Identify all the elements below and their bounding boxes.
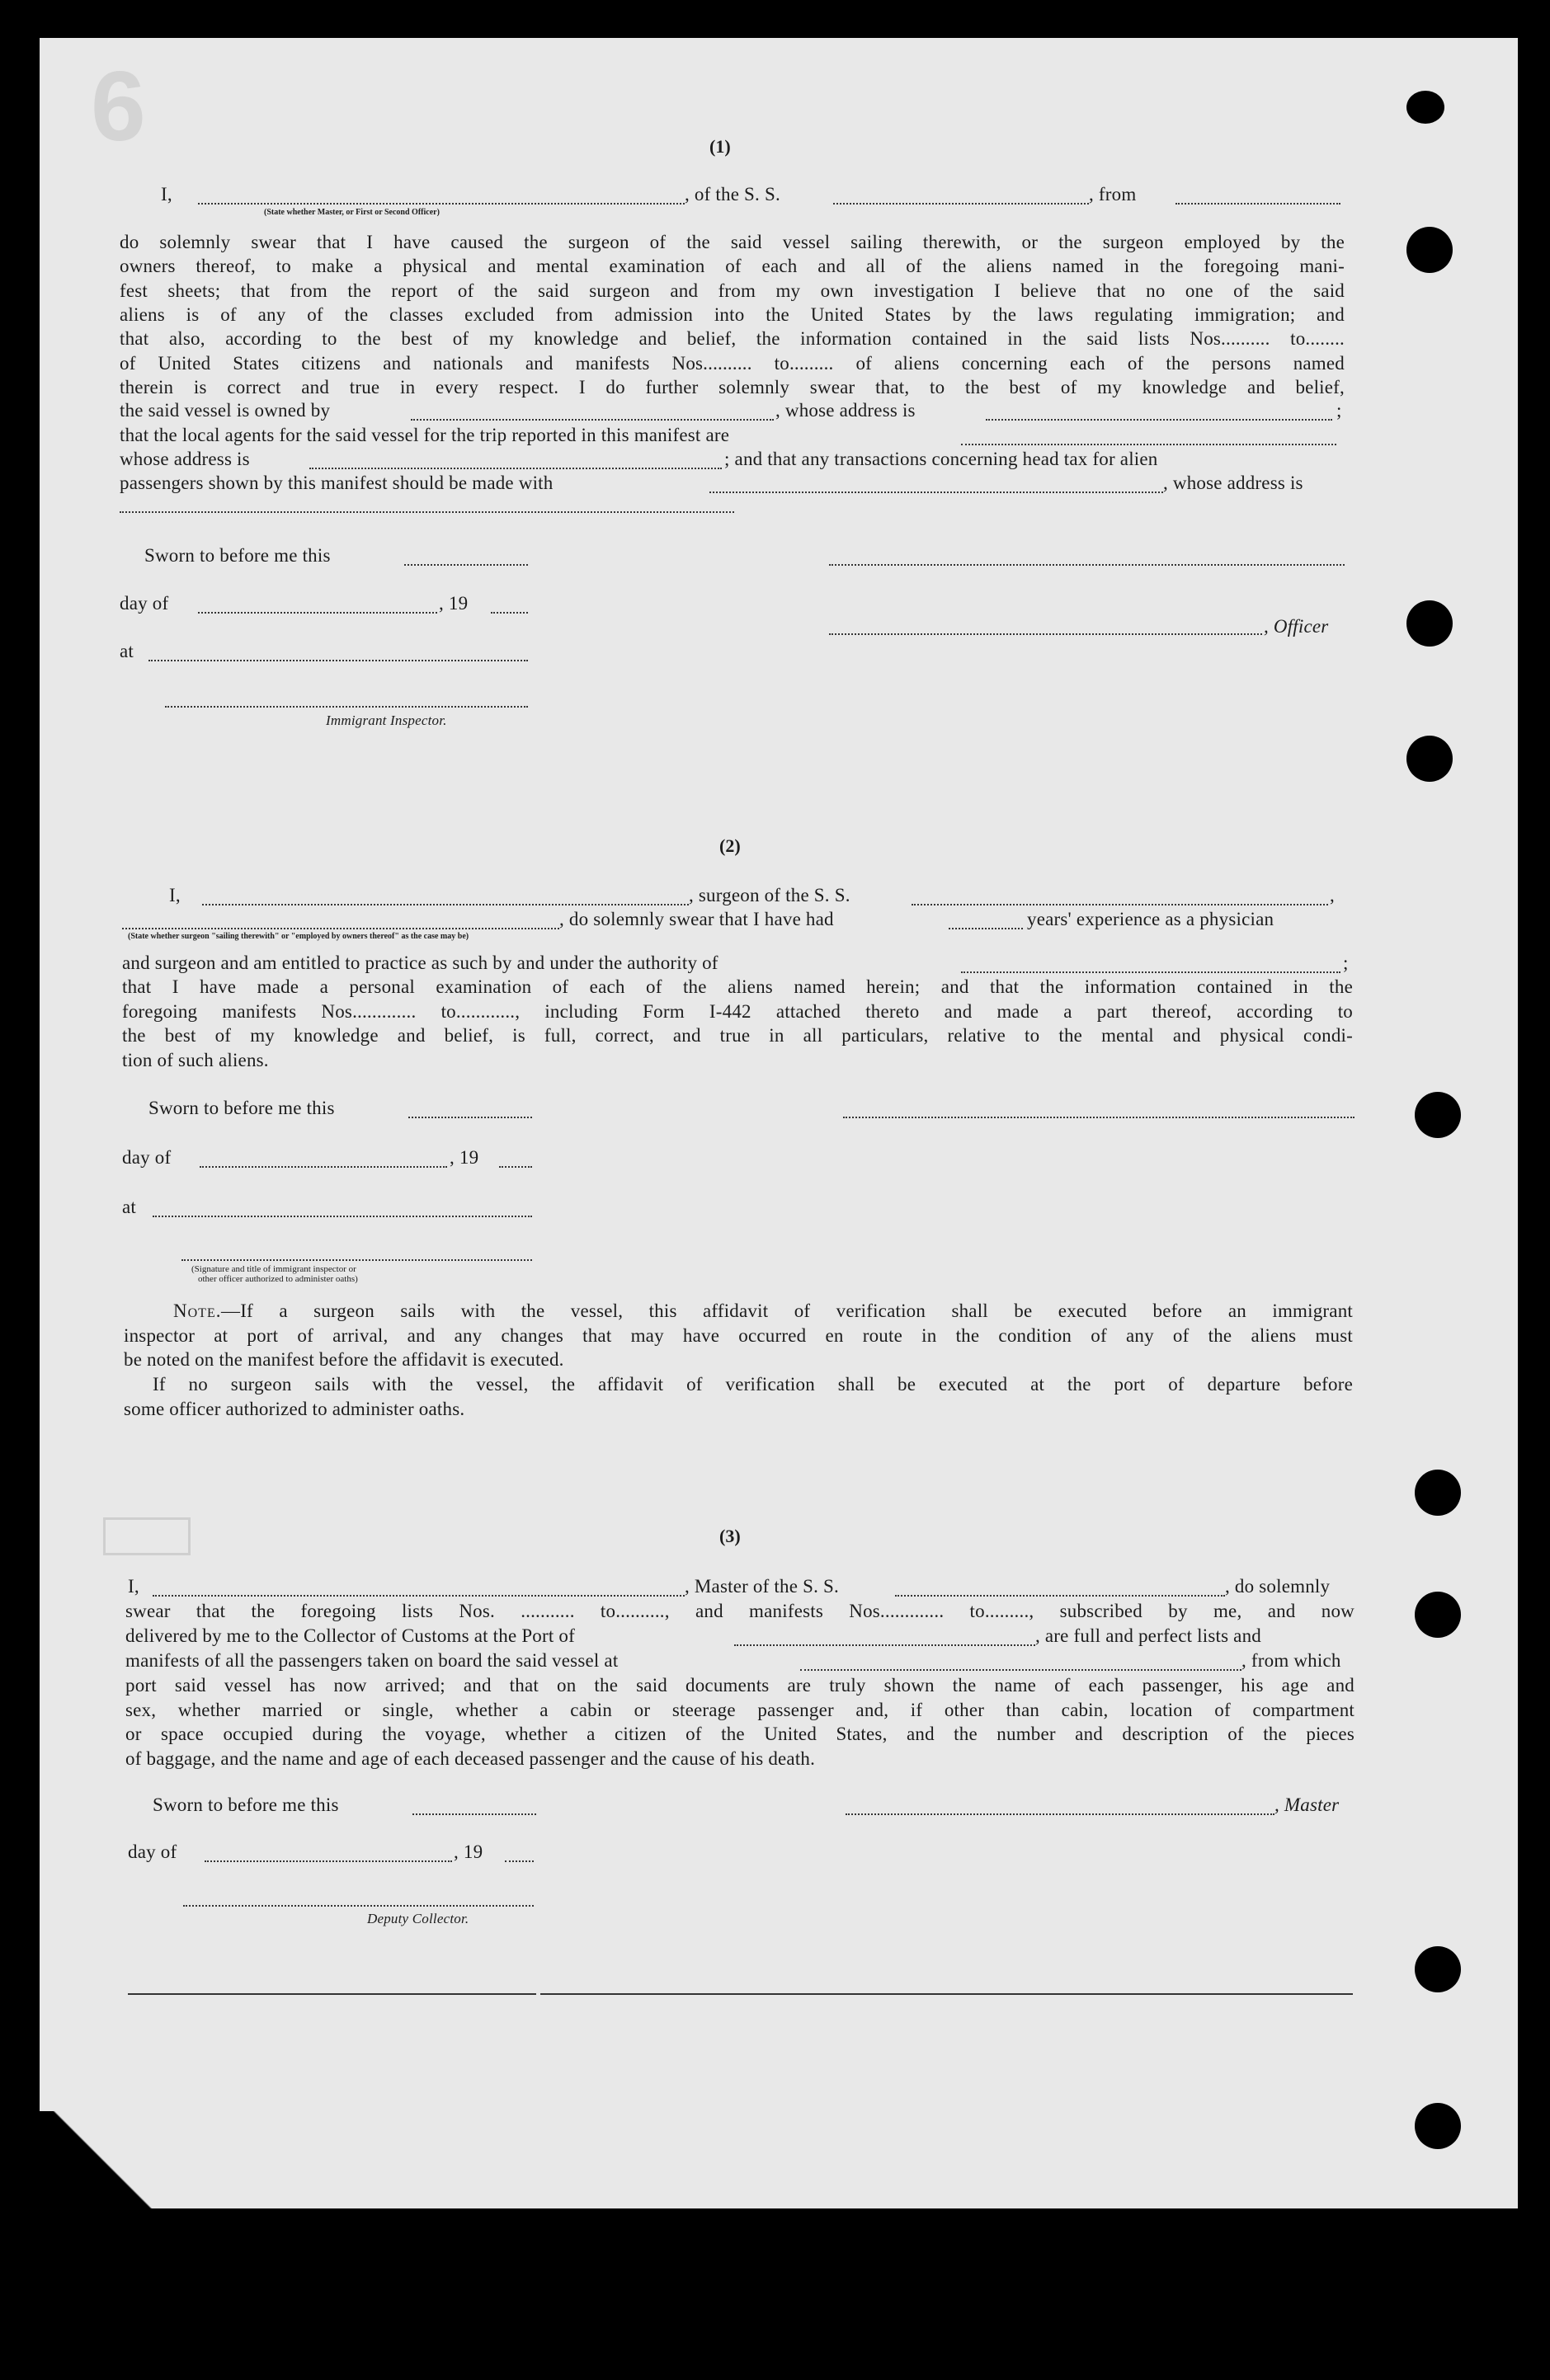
inspector-signature-line[interactable]	[181, 1259, 532, 1261]
agent-address-label: whose address is	[120, 449, 250, 469]
text-line: the best of my knowledge and belief, is full, correct, and true in all particulars, relative to the mental and physical condi-	[122, 1025, 1353, 1046]
year-field[interactable]	[499, 1166, 532, 1168]
from-port-field[interactable]	[1175, 203, 1340, 205]
section-number: (2)	[719, 835, 741, 856]
text-line: sex, whether married or single, whether a cabin or steerage passenger and, if other than cabin, location of compartment	[125, 1699, 1354, 1720]
year-label: , 19	[439, 593, 469, 614]
sworn-label: Sworn to before me this	[148, 1098, 335, 1118]
sworn-date-field[interactable]	[408, 1117, 532, 1118]
owned-by-label: the said vessel is owned by	[120, 400, 331, 421]
year-label: , 19	[450, 1147, 479, 1168]
port-field[interactable]	[734, 1644, 1035, 1646]
bleed-through-mark	[103, 1517, 191, 1555]
lists-line: swear that the foregoing lists Nos. ........... to.........., and manifests Nos............. to........., subscribed by me, and now	[125, 1601, 1354, 1621]
officer-signature-line[interactable]	[829, 564, 1345, 566]
authority-field[interactable]	[961, 971, 1340, 973]
punch-hole	[1415, 2103, 1461, 2149]
year-label: , 19	[454, 1841, 483, 1862]
place-field[interactable]	[148, 660, 528, 661]
text-line: aliens is of any of the classes excluded from admission into the United States by the laws regulating immigration; and	[120, 303, 1345, 325]
vessel-name-field[interactable]	[912, 904, 1328, 905]
text-line: be noted on the manifest before the affidavit is executed.	[124, 1349, 564, 1370]
text-line: inspector at port of arrival, and any changes that may have occurred en route in the condition of any of the aliens must	[124, 1324, 1353, 1346]
owner-address-label: , whose address is	[775, 400, 916, 421]
vessel-name-field[interactable]	[833, 203, 1089, 205]
years-field[interactable]	[949, 928, 1023, 929]
punch-hole	[1415, 1946, 1461, 1992]
text-line: —If a surgeon sails with the vessel, this affidavit of verification shall be executed before an immigrant	[221, 1301, 1353, 1321]
master-of-label: , Master of the S. S.	[685, 1576, 839, 1597]
experience-label: years' experience as a physician	[1027, 909, 1274, 929]
officer-label: , Officer	[1264, 616, 1329, 637]
punch-hole	[1406, 736, 1453, 782]
text-line: that also, according to the best of my knowledge and belief, the information contained in the said lists Nos.......... to........	[120, 328, 1345, 350]
month-field[interactable]	[198, 612, 437, 614]
authority-label: and surgeon and am entitled to practice as such by and under the authority of	[122, 952, 718, 973]
master-label: , Master	[1274, 1794, 1340, 1815]
text-line: owners thereof, to make a physical and mental examination of each and all of the aliens named in the foregoing mani-	[120, 256, 1345, 277]
signature-hint: (Signature and title of immigrant inspector or	[191, 1264, 356, 1274]
text-line: foregoing manifests Nos............. to............, including Form I-442 attached thereto and made a part thereof, according to	[122, 1000, 1353, 1022]
bottom-rule	[540, 1993, 1353, 1995]
semicolon: ;	[1343, 952, 1349, 973]
year-field[interactable]	[491, 612, 528, 614]
officer-name-field[interactable]	[198, 203, 685, 205]
punch-hole	[1415, 1592, 1461, 1638]
text-line: of baggage, and the name and age of each deceased passenger and the cause of his death.	[125, 1747, 816, 1769]
at-label: at	[120, 641, 134, 661]
surgeon-status-field[interactable]	[122, 928, 559, 929]
sworn-date-field[interactable]	[404, 564, 528, 566]
section-number: (3)	[719, 1526, 741, 1546]
do-solemnly-label: , do solemnly	[1225, 1576, 1331, 1597]
collector-label: Deputy Collector.	[367, 1911, 469, 1926]
collector-signature-line[interactable]	[183, 1905, 534, 1907]
head-tax-contact-field[interactable]	[709, 492, 1163, 493]
surgeon-of-label: , surgeon of the S. S.	[689, 885, 850, 905]
sworn-label: Sworn to before me this	[153, 1794, 339, 1815]
vessel-label: , of the S. S.	[685, 184, 780, 205]
inspector-label: Immigrant Inspector.	[326, 713, 447, 728]
text-line: some officer authorized to administer oaths.	[124, 1398, 465, 1419]
comma: ,	[1330, 885, 1335, 905]
at-label: at	[122, 1197, 136, 1217]
collector-label: delivered by me to the Collector of Customs at the Port of	[125, 1625, 575, 1646]
owner-address-field[interactable]	[986, 419, 1332, 421]
punch-hole	[1406, 91, 1444, 124]
agent-address-field[interactable]	[309, 468, 722, 469]
sworn-label: Sworn to before me this	[144, 545, 331, 566]
manifests-label: manifests of all the passengers taken on board the said vessel at	[125, 1650, 619, 1671]
day-of-label: day of	[128, 1841, 177, 1862]
punch-hole	[1406, 600, 1453, 647]
month-field[interactable]	[205, 1860, 452, 1862]
semicolon: ;	[1336, 400, 1342, 421]
full-perfect-label: , are full and perfect lists and	[1035, 1625, 1261, 1646]
i-label: I,	[128, 1576, 139, 1597]
text-line: tion of such aliens.	[122, 1049, 269, 1070]
punch-hole	[1415, 1470, 1461, 1516]
text-line: If no surgeon sails with the vessel, the affidavit of verification shall be executed at the port of departure before	[153, 1374, 1353, 1395]
swear-label: , do solemnly swear that I have had	[559, 909, 834, 929]
owner-field[interactable]	[411, 419, 774, 421]
torn-corner	[40, 2111, 163, 2208]
text-line: of United States citizens and nationals and manifests Nos.......... to......... of aliens concerning each of the persons named	[120, 352, 1345, 374]
local-agents-field[interactable]	[961, 444, 1336, 445]
text-line: that I have made a personal examination of each of the aliens named herein; and that the information contained in the	[122, 976, 1353, 997]
note-label: Note.	[173, 1301, 222, 1321]
surgeon-status-hint: (State whether surgeon "sailing therewith" or "employed by owners thereof" as the case may be)	[128, 932, 469, 941]
i-label: I,	[161, 184, 172, 205]
officer-hint: (State whether Master, or First or Second Officer)	[264, 208, 440, 217]
surgeon-signature-line[interactable]	[843, 1117, 1354, 1118]
bottom-rule	[128, 1993, 536, 1995]
master-name-field[interactable]	[153, 1595, 685, 1597]
day-of-label: day of	[120, 593, 169, 614]
text-line: fest sheets; that from the report of the said surgeon and from my own investigation I believe that no one of the said	[120, 280, 1345, 301]
bleed-through-mark: 6	[91, 51, 148, 162]
head-tax-label: ; and that any transactions concerning head tax for alien	[724, 449, 1158, 469]
punch-hole	[1406, 227, 1453, 273]
inspector-signature-line[interactable]	[165, 706, 528, 708]
officer-title-line[interactable]	[829, 633, 1262, 635]
vessel-name-field[interactable]	[895, 1595, 1225, 1597]
text-line: therein is correct and true in every respect. I do further solemnly swear that, to the best of my knowledge and belief,	[120, 376, 1345, 397]
from-label: , from	[1089, 184, 1137, 205]
text-line: or space occupied during the voyage, whether a citizen of the United States, and the number and description of the pieces	[125, 1724, 1354, 1744]
boarding-port-field[interactable]	[800, 1669, 1241, 1671]
contact-address-field[interactable]	[120, 511, 734, 513]
surgeon-name-field[interactable]	[202, 904, 689, 905]
passengers-label: passengers shown by this manifest should be made with	[120, 473, 554, 493]
section-number: (1)	[709, 136, 731, 157]
local-agents-label: that the local agents for the said vessel for the trip reported in this manifest are	[120, 425, 730, 445]
from-which-label: , from which	[1241, 1650, 1341, 1671]
day-of-label: day of	[122, 1147, 172, 1168]
place-field[interactable]	[153, 1216, 532, 1217]
signature-hint: other officer authorized to administer oaths)	[198, 1274, 358, 1284]
i-label: I,	[169, 885, 181, 905]
master-signature-line[interactable]	[846, 1813, 1274, 1815]
contact-address-label: , whose address is	[1163, 473, 1303, 493]
year-field[interactable]	[505, 1860, 534, 1862]
text-line: do solemnly swear that I have caused the surgeon of the said vessel sailing therewith, or the surgeon employed by the	[120, 232, 1345, 252]
sworn-date-field[interactable]	[412, 1813, 536, 1815]
month-field[interactable]	[200, 1166, 447, 1168]
text-line: port said vessel has now arrived; and that on the said documents are truly shown the name of each passenger, his age and	[125, 1675, 1354, 1696]
punch-hole	[1415, 1092, 1461, 1138]
